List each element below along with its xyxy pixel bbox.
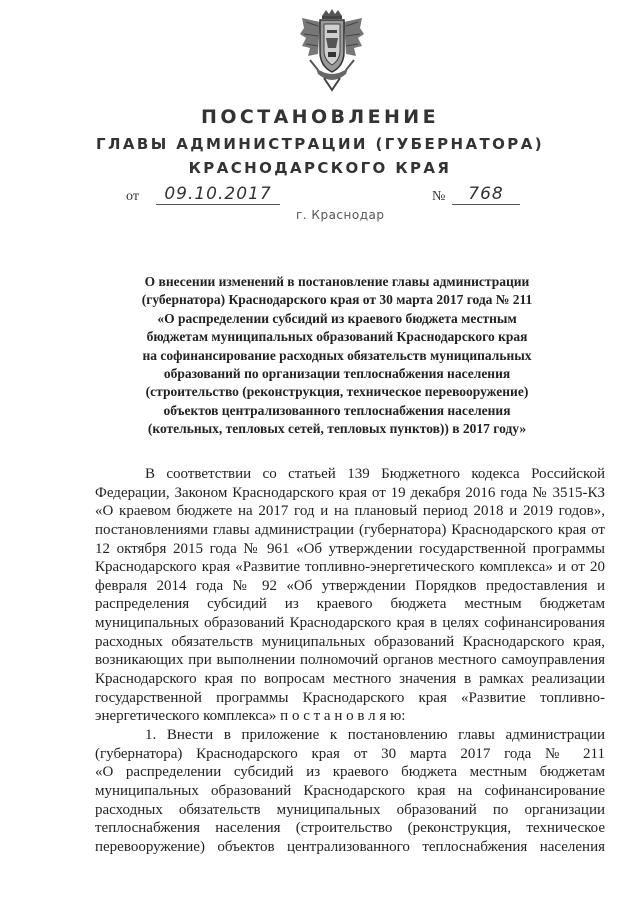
body-line: расходных обязательств муниципальных образований Краснодарского края, <box>95 633 605 650</box>
body-line: государственной программы Краснодарского края «Развитие топливно- <box>95 689 605 706</box>
body-line: (губернатора) Краснодарского края от 30 марта 2017 года № 211 <box>95 745 605 762</box>
body-line: возникающих при выполнении полномочий органов местного самоуправления <box>95 652 605 669</box>
issuer-line-1: ГЛАВЫ АДМИНИСТРАЦИИ (ГУБЕРНАТОРА) <box>96 135 544 153</box>
body-line: перевооружение) объектов централизованного теплоснабжения населения <box>95 838 605 855</box>
date-label: от <box>126 189 139 204</box>
body-line: 12 октября 2015 года № 961 «Об утверждении государственной программы <box>95 540 605 557</box>
heading-line: бюджетам муниципальных образований Краснодарского края <box>146 329 528 345</box>
body-line: муниципальных образований Краснодарского края в целях софинансирования <box>95 615 605 632</box>
issuer-line-2: КРАСНОДАРСКОГО КРАЯ <box>188 159 452 177</box>
coat-of-arms-emblem <box>296 8 368 94</box>
body-line: муниципальных образований Краснодарского края на софинансирование <box>95 782 605 799</box>
heading-line: (губернатора) Краснодарского края от 30 марта 2017 года № 211 <box>141 292 533 308</box>
body-line: энергетического комплекса» п о с т а н о в л я ю: <box>95 708 406 725</box>
heading-line: «О распределении субсидий из краевого бюджета местным <box>157 310 517 326</box>
heading-line: на софинансирование расходных обязательств муниципальных <box>142 347 532 363</box>
body-line: февраля 2014 года № 92 «Об утверждении Порядков предоставления и <box>95 577 605 594</box>
body-line: В соответствии со статьей 139 Бюджетного кодекса Российской <box>145 466 605 482</box>
number-label: № <box>432 189 446 204</box>
heading-line: О внесении изменений в постановление главы администрации <box>144 274 530 289</box>
body-line: постановлениями главы администрации (губернатора) Краснодарского края от <box>95 521 605 538</box>
heading-line: образований по организации теплоснабжения населения <box>163 366 511 382</box>
body-line: Краснодарского края «Развитие топливно-энергетического комплекса» и от 20 <box>95 559 605 576</box>
body-line: Краснодарского края по вопросам местного значения в рамках реализации <box>95 671 605 688</box>
body-line: теплоснабжения населения (строительство (реконструкция, техническое <box>95 820 605 837</box>
resolution-heading <box>120 273 554 439</box>
heading-line: объектов централизованного теплоснабжения населения <box>163 402 511 418</box>
body-line: «О распределении субсидий из краевого бюджета местным бюджетам <box>95 764 605 781</box>
document-type-title: ПОСТАНОВЛЕНИЕ <box>201 106 439 128</box>
city-name: г. Краснодар <box>296 208 385 222</box>
body-line: «О краевом бюджете на 2017 год и на плановый период 2018 и 2019 годов», <box>95 503 605 520</box>
body-line: распределения субсидий из краевого бюджета местным бюджетам <box>95 596 605 613</box>
document-date: 09.10.2017 <box>156 184 280 205</box>
document-number: 768 <box>452 184 520 205</box>
body-line: 1. Внести в приложение к постановлению главы администрации <box>145 726 605 743</box>
resolution-body <box>95 465 605 856</box>
heading-line: (котельных, тепловых сетей, тепловых пунктов)) в 2017 году» <box>147 421 527 437</box>
body-line: расходных обязательств муниципальных образований по организации <box>95 801 605 818</box>
body-line: Федерации, Законом Краснодарского края от 19 декабря 2016 года № 3515-КЗ <box>95 484 605 501</box>
heading-line: (строительство (реконструкция, техническое перевооружение) <box>145 384 529 400</box>
